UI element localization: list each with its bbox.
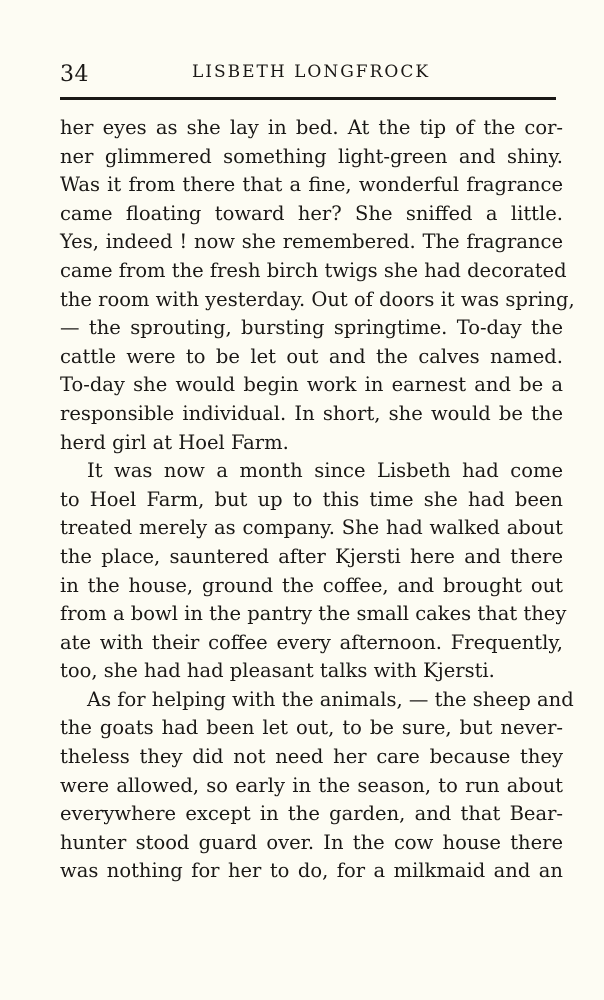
running-head bbox=[60, 60, 556, 92]
text-line: To-day she would begin work in earnest and be a bbox=[60, 373, 563, 397]
text-line: herd girl at Hoel Farm. bbox=[60, 430, 289, 454]
text-line: Yes, indeed ! now she remembered. The fragrance bbox=[60, 230, 563, 254]
text-line: treated merely as company. She had walked about bbox=[60, 516, 563, 540]
text-line: were allowed, so early in the season, to run about bbox=[60, 773, 563, 797]
paragraph bbox=[60, 457, 567, 686]
text-line: theless they did not need her care because they bbox=[60, 745, 563, 769]
text-line: her eyes as she lay in bed. At the tip of the cor- bbox=[60, 116, 563, 139]
header-rule bbox=[60, 97, 556, 100]
text-line: came floating toward her? She sniffed a little. bbox=[60, 201, 563, 225]
text-line: too, she had had pleasant talks with Kjersti. bbox=[60, 659, 495, 683]
body-text bbox=[60, 114, 575, 886]
text-line: came from the fresh birch twigs she had decorated bbox=[60, 258, 567, 282]
text-line: the room with yesterday. Out of doors it was spring, bbox=[60, 287, 575, 311]
text-line: As for helping with the animals, — the sheep and bbox=[87, 687, 574, 711]
running-title: LISBETH LONGFROCK bbox=[192, 62, 431, 82]
text-line: from a bowl in the pantry the small cakes that they bbox=[60, 602, 567, 626]
text-line: to Hoel Farm, but up to this time she had been bbox=[60, 487, 563, 511]
text-line: hunter stood guard over. In the cow house there bbox=[60, 830, 563, 854]
text-line: Was it from there that a fine, wonderful fragrance bbox=[60, 173, 563, 197]
text-line: everywhere except in the garden, and that Bear- bbox=[60, 802, 563, 826]
text-line: — the sprouting, bursting springtime. To-day the bbox=[60, 316, 563, 340]
text-line: responsible individual. In short, she would be the bbox=[60, 401, 563, 425]
paragraph bbox=[60, 686, 574, 886]
text-line: was nothing for her to do, for a milkmaid and an bbox=[60, 859, 563, 883]
text-line: ner glimmered something light-green and shiny. bbox=[60, 144, 563, 168]
text-line: in the house, ground the coffee, and brought out bbox=[60, 573, 563, 597]
text-line: cattle were to be let out and the calves named. bbox=[60, 344, 563, 368]
page-number: 34 bbox=[60, 62, 89, 87]
paragraph bbox=[60, 114, 575, 457]
text-line: the place, sauntered after Kjersti here and there bbox=[60, 544, 563, 568]
text-line: It was now a month since Lisbeth had come bbox=[87, 459, 563, 483]
text-line: the goats had been let out, to be sure, but never- bbox=[60, 716, 563, 740]
text-line: ate with their coffee every afternoon. Frequently, bbox=[60, 630, 563, 654]
